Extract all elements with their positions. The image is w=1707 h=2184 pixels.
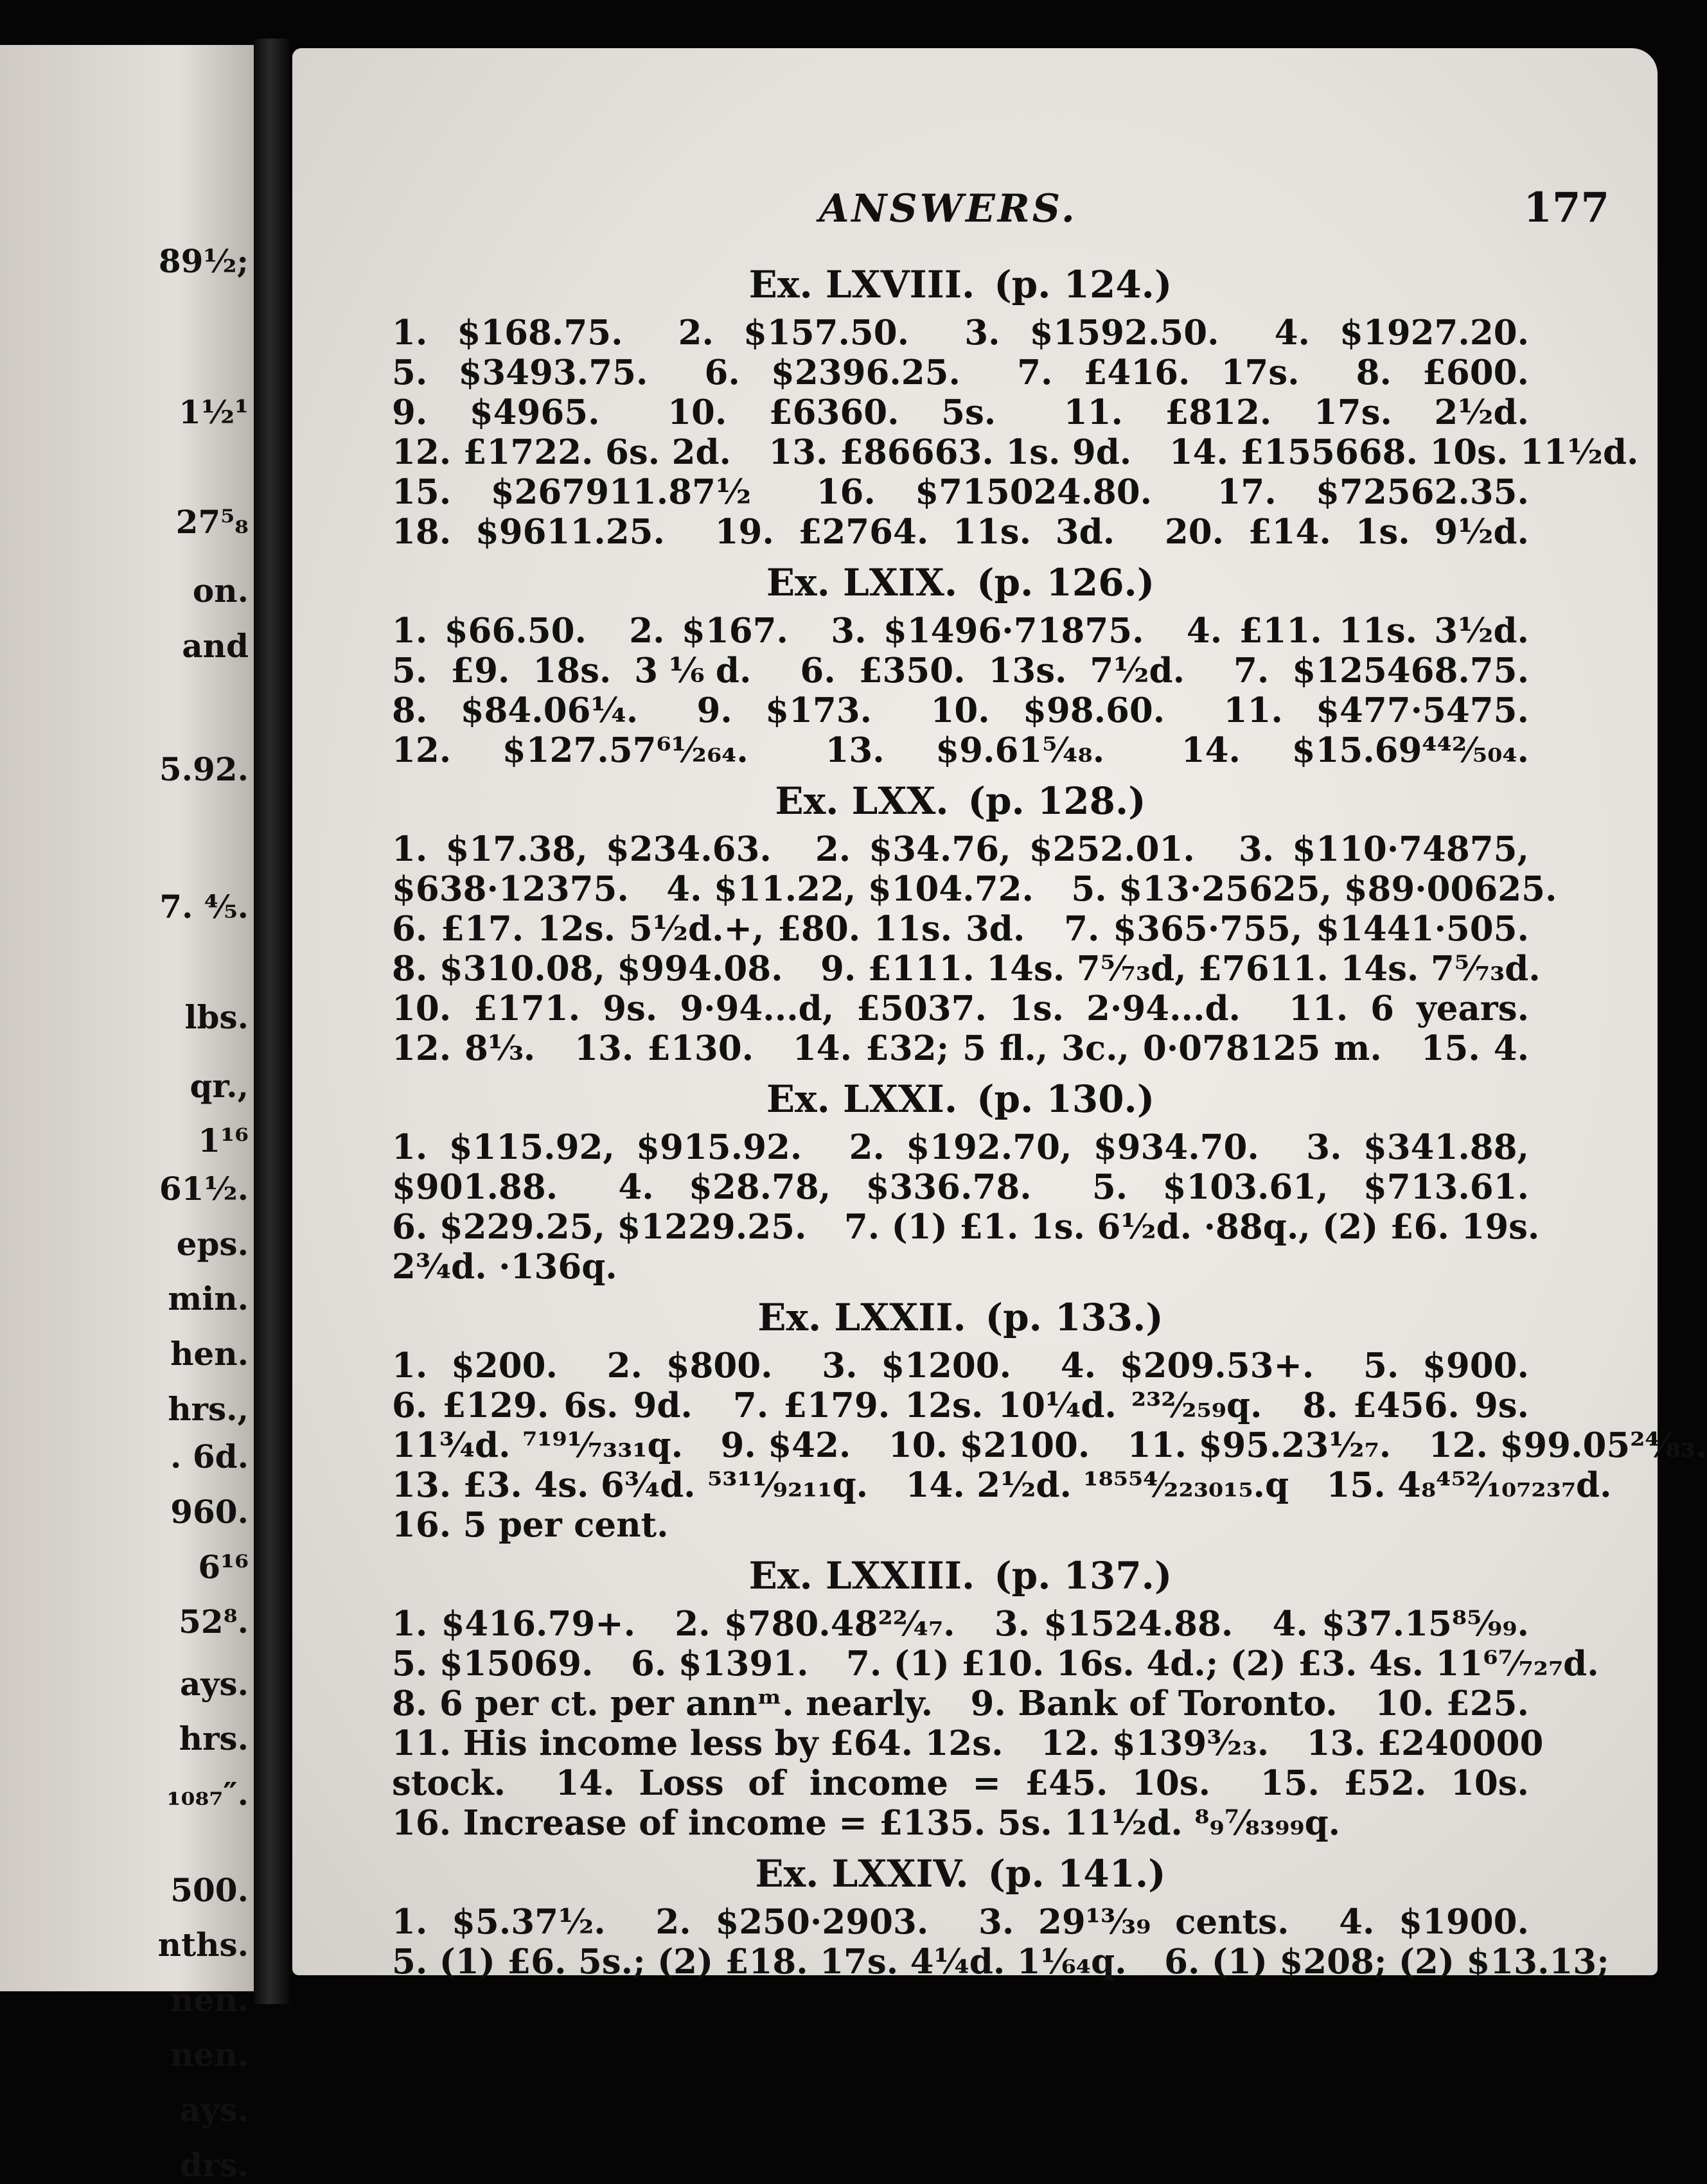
answer-item: 14. £155668. 10s. 11½d. (1169, 432, 1639, 472)
page-reference: (p. 130.) (977, 1077, 1155, 1121)
answer-item: 8. £456. 9s. (1302, 1386, 1529, 1425)
facing-page-text: hen. (170, 1334, 249, 1373)
exercise-heading (392, 561, 1529, 604)
answer-item: 19. £2764. 11s. 3d. (714, 512, 1115, 552)
answer-item: 6. $1391. (630, 1644, 809, 1684)
facing-page-text: 6¹⁶ (198, 1547, 249, 1586)
answer-item: 13. £130. (574, 1028, 754, 1068)
facing-page-text: lbs. (184, 998, 249, 1036)
answer-item: 16. Increase of income = £135. 5s. 11½d. ⁸₉⁷⁄₈₃₉₉q. (392, 1803, 1341, 1843)
answer-line (392, 869, 1557, 909)
facing-page-text: ays. (179, 2090, 249, 2129)
answer-item: 5. $103.61, $713.61. (1092, 1167, 1530, 1207)
answer-item: 14. £32; 5 fl., 3c., 0·078125 m. (792, 1028, 1382, 1068)
exercise-title: Ex. LXXIV. (755, 1852, 969, 1896)
answer-item: 3. $1496·71875. (831, 611, 1144, 651)
answer-item: 10. £6360. 5s. (668, 392, 996, 432)
answer-item: 14. $15.69⁴⁴²⁄₅₀₄. (1181, 730, 1529, 770)
answer-item: 4. $28.78, $336.78. (618, 1167, 1032, 1207)
answer-item: 6. $2396.25. (704, 353, 960, 392)
answer-item: 11. £812. 17s. 2½d. (1063, 392, 1530, 432)
answer-line (392, 1127, 1529, 1167)
page-reference: (p. 124.) (994, 263, 1172, 306)
facing-page-text: eps. (176, 1224, 249, 1263)
answer-line (392, 313, 1529, 353)
answer-item: 5. (1) £6. 5s.; (2) £18. 17s. 4¼d. 1¹⁄₆₄q. (392, 1942, 1127, 1982)
page-header (292, 186, 1658, 238)
answer-item: 9. $42. (720, 1425, 851, 1465)
answer-item: 6. £350. 13s. 7½d. (800, 651, 1185, 691)
facing-page-text: 960. (170, 1493, 249, 1531)
answer-item: 2¾d. ·136q. (392, 1247, 617, 1287)
answer-item: 5. $13·25625, $89·00625. (1071, 869, 1557, 909)
facing-page-text: 7. ⅘. (159, 888, 249, 926)
book-gutter (254, 39, 289, 2004)
facing-page-text: drs. (180, 2145, 249, 2184)
answer-item: 20. £14. 1s. 9½d. (1164, 512, 1529, 552)
answer-item: 2. $250·2903. (655, 1902, 929, 1942)
page-reference: (p. 128.) (968, 779, 1146, 823)
answer-item: 5. $15069. (392, 1644, 594, 1684)
facing-page-text: hrs., (168, 1389, 249, 1428)
answer-item: 4. $37.15⁸⁵⁄₉₉. (1272, 1604, 1530, 1644)
answer-line (392, 691, 1529, 730)
answer-item: 10. £171. 9s. 9·94...d, £5037. 1s. 2·94...d. (392, 989, 1241, 1028)
answer-line (392, 949, 1541, 989)
answer-item: 14. 2½d. ¹⁸⁵⁵⁴⁄₂₂₃₀₁₅.q (905, 1465, 1289, 1505)
answer-item: 11¾d. ⁷¹⁹¹⁄₇₃₃₁q. (392, 1425, 684, 1465)
facing-page-fragment (0, 45, 254, 2184)
answer-line (392, 392, 1529, 432)
answer-item: 13. $9.61⁵⁄₄₈. (825, 730, 1105, 770)
answer-item: 14. Loss of income = £45. 10s. (555, 1763, 1211, 1803)
answer-item: 3. $1524.88. (994, 1604, 1234, 1644)
answer-item: 1. $115.92, $915.92. (392, 1127, 802, 1167)
answer-item: 3. $1200. (822, 1346, 1012, 1386)
answer-item: 15. 4. (1420, 1028, 1530, 1068)
facing-page-text: . 6d. (170, 1438, 249, 1476)
answer-item: 15. £52. 10s. (1260, 1763, 1529, 1803)
answer-item: 2. $167. (629, 611, 788, 651)
answer-item: 5. $3493.75. (392, 353, 648, 392)
exercise-heading (392, 1852, 1529, 1896)
answer-item: 8. £600. (1356, 353, 1530, 392)
exercise-title: Ex. LXX. (775, 779, 949, 823)
facing-page-text: and (182, 626, 249, 665)
answer-item: 11. 6 years. (1288, 989, 1530, 1028)
answer-item: 16. 5 per cent. (392, 1505, 669, 1545)
answer-line (392, 512, 1529, 552)
facing-page-text: 5.92. (159, 750, 249, 789)
answer-item: 6. $229.25, $1229.25. (392, 1207, 807, 1247)
answer-item: 18. $9611.25. (392, 512, 665, 552)
answer-item: 3. $341.88, (1306, 1127, 1529, 1167)
answer-item: 9. £111. 14s. 7⁵⁄₇₃d, £7611. 14s. 7⁵⁄₇₃d. (820, 949, 1541, 989)
answer-line (392, 472, 1529, 512)
answer-line (392, 909, 1529, 949)
answer-item: 8. $84.06¼. (392, 691, 639, 730)
answer-item: 2. $800. (606, 1346, 773, 1386)
answer-item: 1. $17.38, $234.63. (392, 829, 772, 869)
answer-item: 8. 6 per ct. per annᵐ. nearly. (392, 1684, 933, 1723)
answer-item: 10. $2100. (888, 1425, 1090, 1465)
page-reference: (p. 137.) (994, 1554, 1172, 1598)
answer-item: 6. £129. 6s. 9d. (392, 1386, 693, 1425)
answer-item: 2. $192.70, $934.70. (849, 1127, 1259, 1167)
exercise-title: Ex. LXXI. (766, 1077, 958, 1121)
facing-page-text: 1¹⁶ (198, 1122, 249, 1160)
facing-page-text: min. (168, 1280, 249, 1318)
answer-item: 1. $5.37½. (392, 1902, 606, 1942)
exercise-heading (392, 1077, 1529, 1121)
answer-item: 12. $139³⁄₂₃. (1041, 1723, 1269, 1763)
answer-line (392, 611, 1529, 651)
answer-item: 7. $125468.75. (1233, 651, 1530, 691)
answer-item: 6. (1) $208; (2) $13.13; (1164, 1942, 1609, 1982)
answer-line (392, 730, 1529, 770)
answer-line (392, 1207, 1540, 1247)
answer-item: 10. £25. (1375, 1684, 1530, 1723)
answer-item: 10. $98.60. (930, 691, 1165, 730)
answer-item: 4. £11. 11s. 3½d. (1186, 611, 1530, 651)
answer-item: 4. $1927.20. (1274, 313, 1530, 353)
answer-line (392, 432, 1639, 472)
answer-item: 7. $365·755, $1441·505. (1064, 909, 1530, 949)
page-reference: (p. 133.) (985, 1296, 1163, 1339)
answer-item: 5. $900. (1363, 1346, 1530, 1386)
facing-page-text: on. (192, 572, 249, 610)
answer-line (392, 651, 1529, 691)
exercise-title: Ex. LXIX. (766, 561, 958, 604)
answer-item: 9. $173. (696, 691, 872, 730)
answer-item: 4. $11.22, $104.72. (666, 869, 1034, 909)
answer-line (392, 989, 1529, 1028)
answer-line (392, 1604, 1529, 1644)
answer-item: 15. 4₈⁴⁵²⁄₁₀₇₂₃₇d. (1326, 1465, 1612, 1505)
answer-line (392, 1902, 1529, 1942)
answer-item: 12. £1722. 6s. 2d. (392, 432, 731, 472)
answer-item: 15. $267911.87½ (392, 472, 752, 512)
facing-page-text: 52⁸. (179, 1603, 249, 1641)
answer-item: 17. $72562.35. (1217, 472, 1529, 512)
answer-item: 3. $1592.50. (964, 313, 1219, 353)
facing-page-text: 61½. (159, 1170, 249, 1208)
answer-line (392, 1386, 1529, 1425)
answer-item: stock. (392, 1763, 506, 1803)
answer-item: 9. $4965. (392, 392, 600, 432)
answer-line (392, 1167, 1529, 1207)
facing-page-text: qr., (190, 1066, 249, 1105)
facing-page-text: 1½¹ (179, 393, 249, 431)
answer-item: 7. (1) £1. 1s. 6½d. ·88q., (2) £6. 19s. (844, 1207, 1540, 1247)
exercise-title: Ex. LXVIII. (748, 263, 975, 306)
answer-line (392, 1425, 1707, 1465)
facing-page-text: nen. (170, 2036, 249, 2074)
running-head: ANSWERS. (819, 186, 1077, 231)
facing-page-text: hrs. (179, 1720, 249, 1758)
answer-item: 1. $416.79+. (392, 1604, 636, 1644)
answer-line (392, 1247, 1529, 1287)
answer-item: 9. Bank of Toronto. (970, 1684, 1338, 1723)
answer-line (392, 1644, 1599, 1684)
answer-item: 11. His income less by £64. 12s. (392, 1723, 1004, 1763)
answer-item: 1. $168.75. (392, 313, 623, 353)
exercise-title: Ex. LXXIII. (748, 1554, 975, 1598)
answer-item: 2. $780.48²²⁄₄₇. (675, 1604, 955, 1644)
answer-line (392, 353, 1529, 392)
answer-item: 6. £17. 12s. 5½d.+, £80. 11s. 3d. (392, 909, 1025, 949)
page-reference: (p. 126.) (977, 561, 1155, 604)
exercise-heading (392, 1296, 1529, 1339)
facing-page-text: 27⁵₈ (175, 503, 249, 542)
answer-line (392, 1803, 1529, 1843)
answer-item: 7. £179. 12s. 10¼d. ²³²⁄₂₅₉q. (732, 1386, 1262, 1425)
answer-item: 7. £416. 17s. (1017, 353, 1300, 392)
facing-page-text: nen. (170, 1980, 249, 2019)
answer-item: 16. $715024.80. (816, 472, 1153, 512)
answer-item: 3. 29¹³⁄₃₉ cents. (978, 1902, 1289, 1942)
answer-item: 8. $310.08, $994.08. (392, 949, 783, 989)
book-page (292, 48, 1707, 1982)
answer-line (392, 1465, 1612, 1505)
exercise-heading (392, 1554, 1529, 1598)
page-reference: (p. 141.) (987, 1852, 1166, 1896)
answer-line (392, 1346, 1529, 1386)
answers-content (392, 254, 1707, 1982)
answer-item: 13. £86663. 1s. 9d. (768, 432, 1132, 472)
answer-item: 12. $99.05²⁴⁄₈₃. (1428, 1425, 1707, 1465)
answer-line (392, 829, 1529, 869)
answer-line (392, 1942, 1609, 1982)
exercise-title: Ex. LXXII. (757, 1296, 966, 1339)
answer-item: 4. $1900. (1339, 1902, 1530, 1942)
answer-item: 5. £9. 18s. 3⅙d. (392, 651, 752, 691)
answer-item: 13. £240000 (1306, 1723, 1544, 1763)
answer-item: 2. $157.50. (678, 313, 910, 353)
answer-line (392, 1684, 1529, 1723)
answer-item: 2. $34.76, $252.01. (815, 829, 1195, 869)
answer-item: 3. $110·74875, (1238, 829, 1530, 869)
answer-item: 1. $200. (392, 1346, 558, 1386)
facing-page-text: 89½; (158, 242, 249, 280)
answer-item: $901.88. (392, 1167, 558, 1207)
facing-page-text: ays. (179, 1664, 249, 1703)
page-number: 177 (1523, 184, 1609, 232)
answer-line (392, 1505, 1529, 1545)
answer-item: 11. $477·5475. (1223, 691, 1530, 730)
answer-item: 12. $127.57⁶¹⁄₂₆₄. (392, 730, 748, 770)
facing-page-text: ₁₀₈₇″. (166, 1774, 249, 1813)
exercise-heading (392, 263, 1529, 306)
answer-item: 1. $66.50. (392, 611, 587, 651)
answer-item: 4. $209.53+. (1060, 1346, 1314, 1386)
facing-page-text: nths. (157, 1926, 249, 1964)
answer-item: 7. (1) £10. 16s. 4d.; (2) £3. 4s. 11⁶⁷⁄₇₂₇d. (846, 1644, 1599, 1684)
answer-item: $638·12375. (392, 869, 629, 909)
answer-item: 13. £3. 4s. 6¾d. ⁵³¹¹⁄₉₂₁₁q. (392, 1465, 869, 1505)
answer-line (392, 1028, 1529, 1068)
answer-item: 11. $95.23¹⁄₂₇. (1127, 1425, 1392, 1465)
answer-line (392, 1723, 1544, 1763)
facing-page-text: 500. (170, 1871, 249, 1909)
answer-item: 12. 8⅓. (392, 1028, 536, 1068)
exercise-heading (392, 779, 1529, 823)
answer-line (392, 1763, 1529, 1803)
